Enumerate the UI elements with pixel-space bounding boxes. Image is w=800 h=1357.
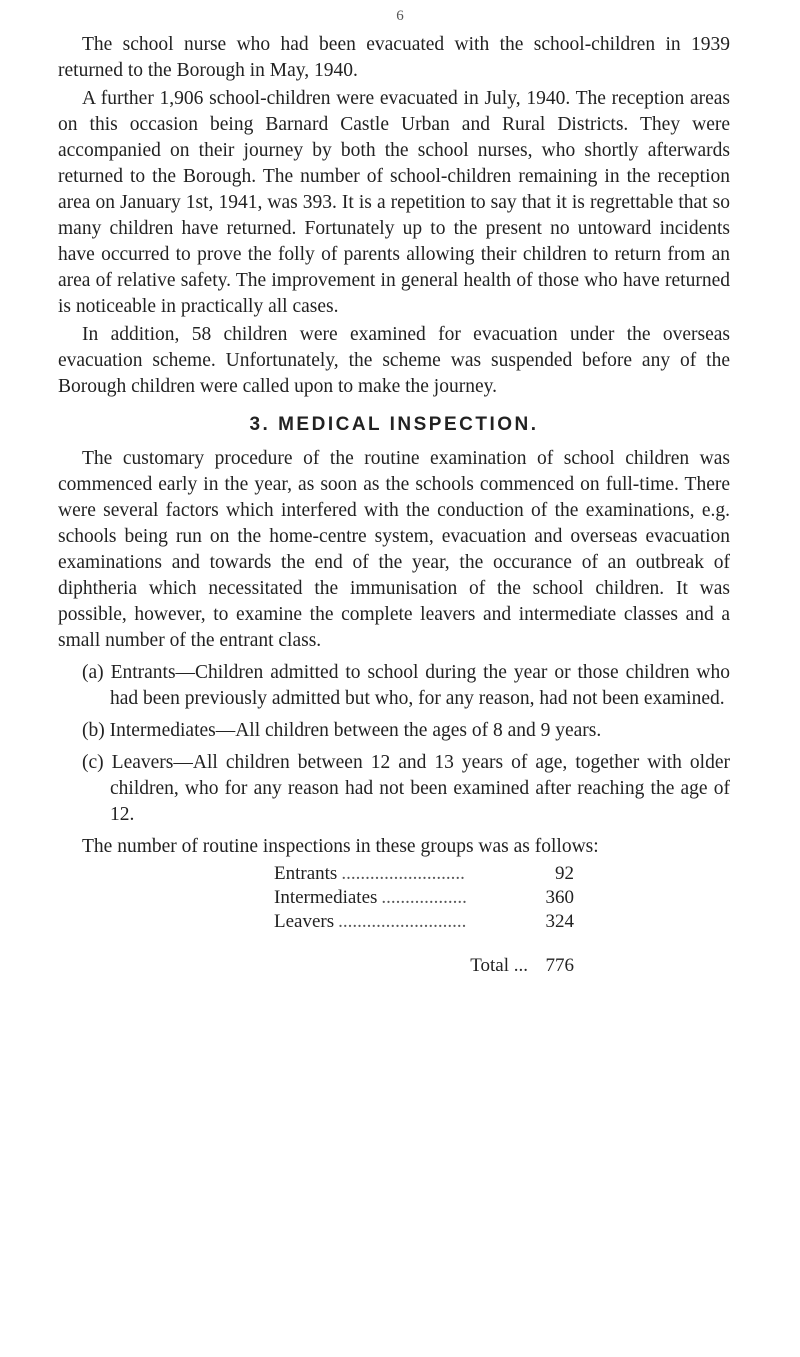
paragraph-overseas-scheme: In addition, 58 children were examined for evacuation under the overseas evacuation scheme. Unfortunately, the scheme was suspended before any of the Borough children were called upon to make the journey. (58, 324, 730, 397)
tally-row (274, 910, 574, 934)
paragraph-nurse-returned: The school nurse who had been evacuated with the school-children in 1939 returned to the Borough in May, 1940. (58, 34, 730, 81)
group-intermediates: (b) Intermediates—All children between the ages of 8 and 9 years. (82, 720, 602, 741)
page-number: 6 (396, 8, 404, 24)
section-heading: 3. MEDICAL INSPECTION. (249, 414, 539, 435)
leader-dots: .......................... (341, 863, 465, 884)
tally-total (274, 954, 574, 978)
group-entrants: (a) Entrants—Children admitted to school during the year or those children who had been previously admitted but who, for any reason, had not been examined. (82, 662, 730, 709)
tally-value: 92 (555, 863, 574, 884)
tally-label: Entrants (274, 863, 338, 884)
tally-label: Leavers (274, 911, 335, 932)
paragraph-procedure: The customary procedure of the routine examination of school children was commenced early in the year, as soon as the schools commenced on full-time. There were several factors which interfered with the conduction of the examinations, e.g. schools being run on the home-centre system, evacuation and overseas evacuation examinations and towards the end of the year, the occurance of an outbreak of diphtheria which necessitated the immunisation of the school children. It was possible, however, to examine the complete leavers and intermediate classes and a small number of the entrant class. (58, 448, 730, 651)
document-body (58, 32, 730, 978)
tally-value: 360 (545, 887, 574, 908)
paragraph-summary: The number of routine inspections in these groups was as follows: (82, 836, 599, 857)
tally-row (274, 886, 574, 910)
paragraph-further-evacuation: A further 1,906 school-children were evacuated in July, 1940. The reception areas on this occasion being Barnard Castle Urban and Rural Districts. They were accompanied on their journey by both the school nurses, who shortly afterwards returned to the Borough. The number of school-children remaining in the reception area on January 1st, 1941, was 393. It is a repetition to say that it is regrettable that so many children have returned. Fortunately up to the present no untoward incidents have occurred to prove the folly of parents allowing their children to return from an area of relative safety. The improvement in general health of those who have returned is noticeable in practically all cases. (58, 88, 730, 317)
leader-dots: .................. (381, 887, 467, 908)
tally-value: 324 (545, 911, 574, 932)
leader-dots: ........................... (338, 911, 467, 932)
total-value: 776 (545, 955, 574, 976)
group-leavers: (c) Leavers—All children between 12 and 13 years of age, together with older children, who for any reason had not been examined after reaching the age of 12. (82, 752, 730, 825)
tally-row (274, 862, 574, 886)
total-label: Total ... (470, 955, 528, 976)
inspection-tally (274, 862, 574, 978)
tally-label: Intermediates (274, 887, 378, 908)
